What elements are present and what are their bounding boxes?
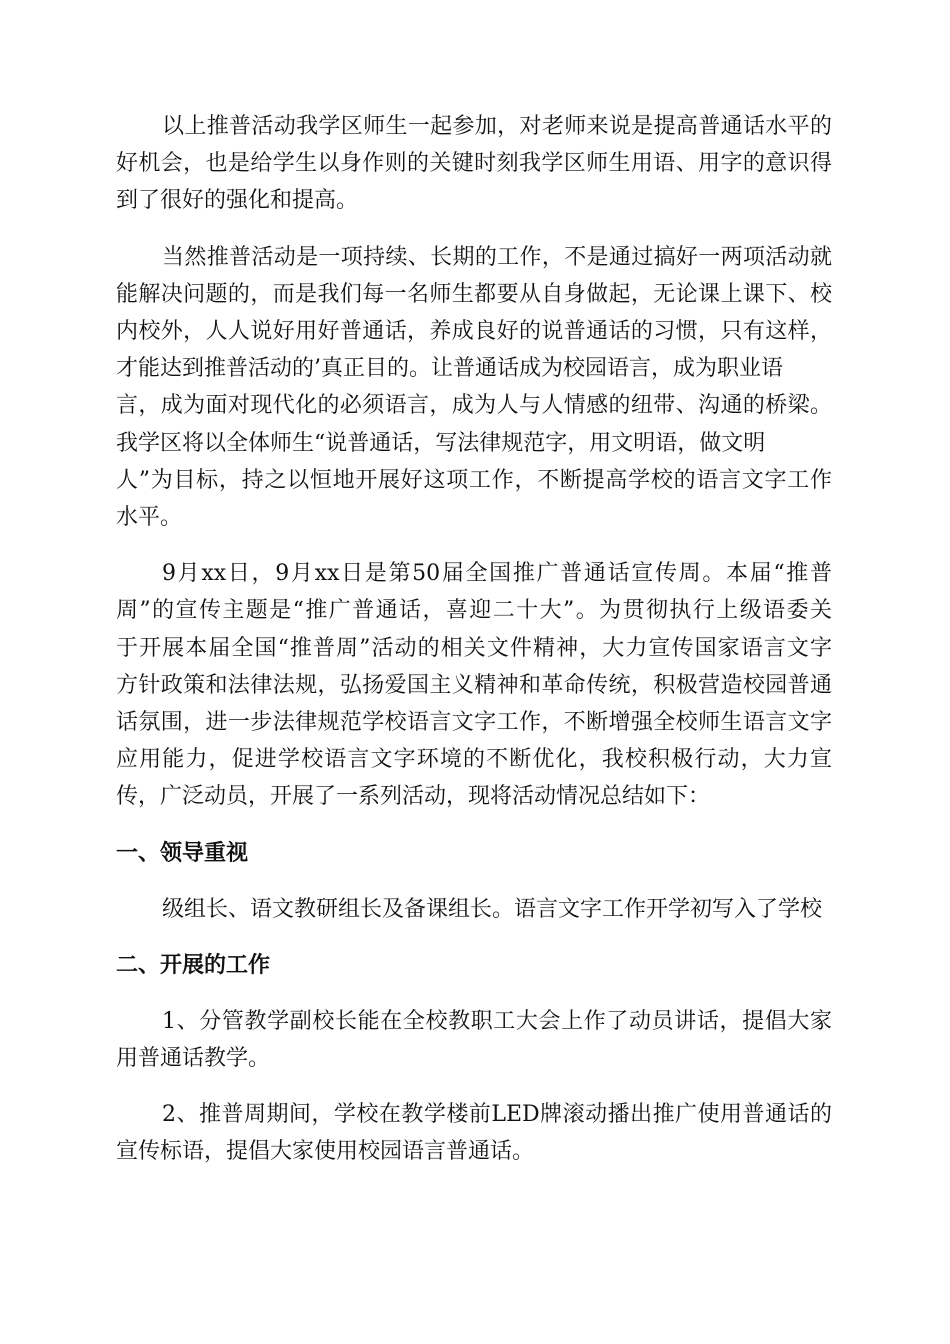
paragraph-3	[116, 555, 832, 815]
text-line: 1、分管教学副校长能在全校教职工大会上作了动员讲话，提倡大家	[162, 1008, 832, 1034]
paragraph-heading1-body	[116, 891, 832, 928]
text-line: 到了很好的强化和提高。	[116, 188, 359, 214]
text-line: 应用能力，促进学校语言文字环境的不断优化，我校积极行动，大力宣	[116, 747, 832, 773]
item-2	[116, 1096, 832, 1170]
text-line: 宣传标语，提倡大家使用校园语言普通话。	[116, 1139, 535, 1165]
text-line: 当然推普活动是一项持续、长期的工作，不是通过搞好一两项活动就	[162, 244, 832, 270]
section-heading-2: 二、开展的工作	[116, 952, 271, 978]
section-heading-1: 一、领导重视	[116, 840, 249, 866]
text-line: 人”为目标，持之以恒地开展好这项工作，不断提高学校的语言文字工作	[116, 467, 832, 493]
text-line: 话氛围，进一步法律规范学校语言文字工作，不断增强全校师生语言文字	[116, 710, 832, 736]
text-line: 周”的宣传主题是“推广普通话，喜迎二十大”。为贯彻执行上级语委关	[116, 598, 832, 624]
text-line: 我学区将以全体师生“说普通话，写法律规范字，用文明语，做文明	[116, 430, 766, 456]
text-line: 内校外，人人说好用好普通话，养成良好的说普通话的习惯，只有这样，	[116, 319, 832, 345]
text-line: 能解决问题的，而是我们每一名师生都要从自身做起，无论课上课下、校	[116, 281, 832, 307]
text-line: 用普通话教学。	[116, 1046, 271, 1072]
text-line: 好机会，也是给学生以身作则的关键时刻我学区师生用语、用字的意识得	[116, 151, 832, 177]
text-line: 水平。	[116, 505, 183, 531]
text-line: 级组长、语文教研组长及备课组长。语言文字工作开学初写入了学校	[162, 896, 823, 922]
paragraph-1	[116, 108, 832, 220]
text-line: 以上推普活动我学区师生一起参加，对老师来说是提高普通话水平的	[162, 114, 832, 139]
text-line: 言，成为面对现代化的必须语言，成为人与人情感的纽带、沟通的桥梁。	[116, 393, 832, 419]
text-line: 方针政策和法律法规，弘扬爱国主义精神和革命传统，积极营造校园普通	[116, 672, 832, 698]
item-1	[116, 1003, 832, 1077]
text-line: 传，广泛动员，开展了一系列活动，现将活动情况总结如下：	[116, 784, 711, 810]
text-line: 于开展本届全国“推普周”活动的相关文件精神，大力宣传国家语言文字	[116, 635, 832, 661]
document-body	[116, 108, 832, 1171]
text-line: 2、推普周期间，学校在教学楼前LED牌滚动播出推广使用普通话的	[162, 1102, 832, 1128]
text-line: 9月xx日，9月xx日是第50届全国推广普通话宣传周。本届“推普	[162, 561, 832, 587]
text-line: 才能达到推普活动的’真正目的。让普通话成为校园语言，成为职业语	[116, 356, 783, 382]
paragraph-2	[116, 239, 832, 537]
